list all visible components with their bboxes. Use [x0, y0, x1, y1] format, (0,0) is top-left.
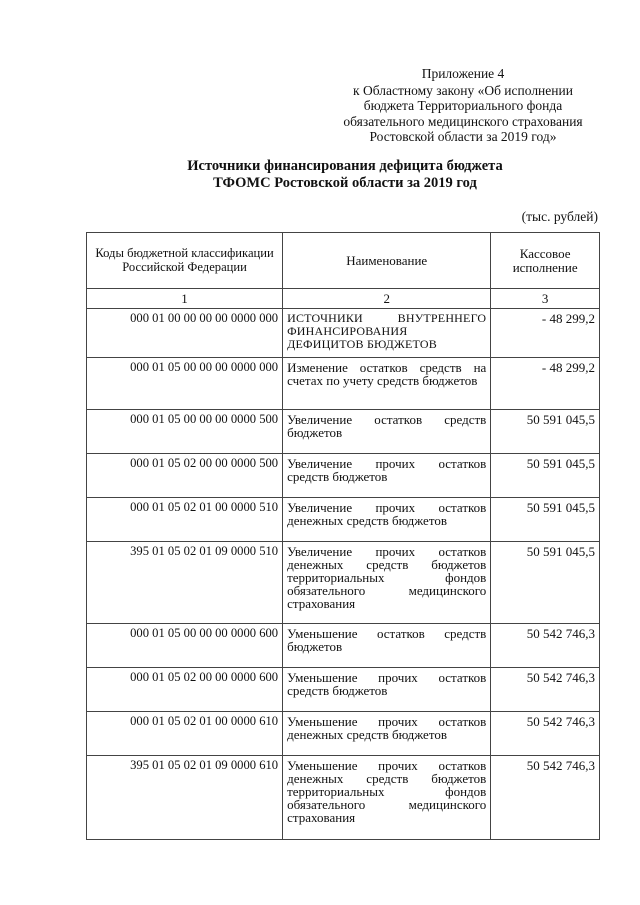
row-value: 50 591 045,5	[491, 542, 600, 624]
row-name: Изменение остатков средств на счетах по учету средств бюджетов	[283, 358, 491, 410]
row-value: - 48 299,2	[491, 309, 600, 358]
row-code: 395 01 05 02 01 09 0000 510	[87, 542, 283, 624]
row-name: Уменьшение остатков средств бюджетов	[283, 624, 491, 668]
table-row	[87, 454, 600, 498]
row-code: 000 01 00 00 00 00 0000 000	[87, 309, 283, 358]
title-line-2: ТФОМС Ростовской области за 2019 год	[213, 174, 477, 191]
row-value: 50 591 045,5	[491, 410, 600, 454]
title-line-1: Источники финансирования дефицита бюджета	[187, 158, 503, 174]
financing-sources-table	[86, 232, 600, 840]
row-value: 50 542 746,3	[491, 668, 600, 712]
annex-heading: Приложение 4	[421, 66, 505, 81]
row-code: 000 01 05 00 00 00 0000 000	[87, 358, 283, 410]
table-row	[87, 756, 600, 840]
annex-line: к Областному закону «Об исполнении	[353, 82, 573, 98]
row-value: 50 542 746,3	[491, 756, 600, 840]
row-name: ИСТОЧНИКИ ВНУТРЕННЕГО ФИНАНСИРОВАНИЯ ДЕФИЦИТОВ БЮДЖЕТОВ	[283, 309, 491, 358]
row-code: 000 01 05 00 00 00 0000 500	[87, 410, 283, 454]
column-number: 2	[283, 289, 491, 309]
row-code: 000 01 05 02 01 00 0000 610	[87, 712, 283, 756]
column-number: 1	[87, 289, 283, 309]
table-row	[87, 358, 600, 410]
annex-line: бюджета Территориального фонда	[363, 98, 563, 113]
annex-line: обязательного медицинского страхования	[343, 113, 583, 129]
header-row	[87, 233, 600, 289]
column-number: 3	[491, 289, 600, 309]
table-row	[87, 624, 600, 668]
row-code: 000 01 05 02 01 00 0000 510	[87, 498, 283, 542]
row-code: 000 01 05 02 00 00 0000 600	[87, 668, 283, 712]
row-name: Увеличение остатков средств бюджетов	[283, 410, 491, 454]
row-code: 000 01 05 02 00 00 0000 500	[87, 454, 283, 498]
row-name: Увеличение прочих остатков денежных средств бюджетов территориальных фондов обязательного медицинского страхования	[283, 542, 491, 624]
table-row	[87, 668, 600, 712]
row-value: 50 591 045,5	[491, 498, 600, 542]
row-name: Уменьшение прочих остатков денежных средств бюджетов территориальных фондов обязательного медицинского страхования	[283, 756, 491, 840]
document-title	[90, 158, 600, 191]
header-code: Коды бюджетной классификации Российской Федерации	[87, 233, 283, 289]
row-name: Уменьшение прочих остатков средств бюджетов	[283, 668, 491, 712]
row-value: 50 591 045,5	[491, 454, 600, 498]
header-name: Наименование	[283, 233, 491, 289]
table-row	[87, 712, 600, 756]
table-row	[87, 542, 600, 624]
row-name: Увеличение прочих остатков денежных средств бюджетов	[283, 498, 491, 542]
row-value: 50 542 746,3	[491, 712, 600, 756]
annex-block	[318, 66, 608, 145]
row-value: - 48 299,2	[491, 358, 600, 410]
table-row	[87, 309, 600, 358]
table-row	[87, 410, 600, 454]
row-name: Уменьшение прочих остатков денежных средств бюджетов	[283, 712, 491, 756]
header-value: Кассовое исполнение	[491, 233, 600, 289]
row-value: 50 542 746,3	[491, 624, 600, 668]
row-code: 395 01 05 02 01 09 0000 610	[87, 756, 283, 840]
row-name: Увеличение прочих остатков средств бюджетов	[283, 454, 491, 498]
units-note: (тыс. рублей)	[521, 209, 598, 224]
table-row	[87, 498, 600, 542]
annex-line: Ростовской области за 2019 год»	[369, 129, 557, 144]
column-number-row	[87, 289, 600, 309]
row-code: 000 01 05 00 00 00 0000 600	[87, 624, 283, 668]
